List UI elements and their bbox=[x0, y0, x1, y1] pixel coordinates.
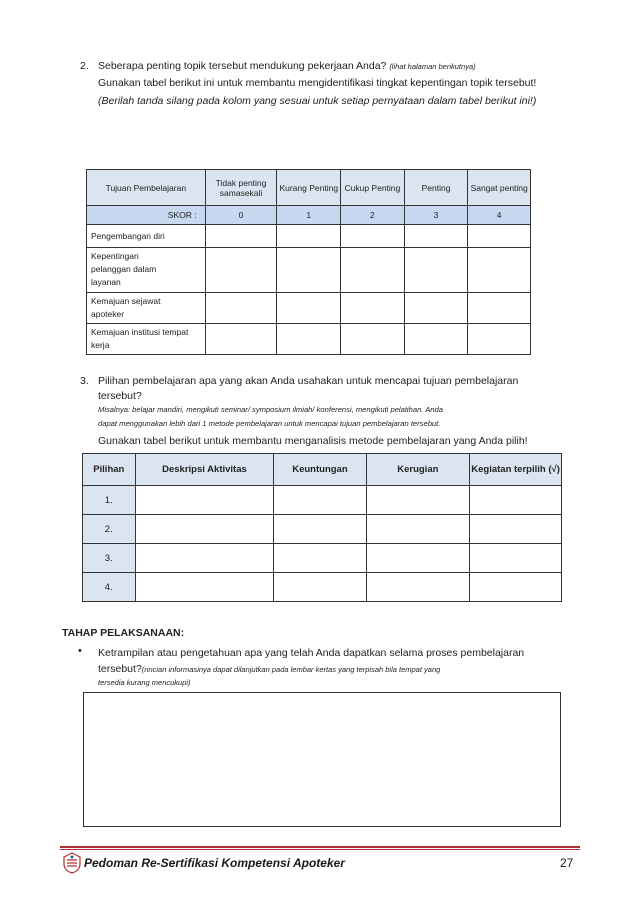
learning-methods-table bbox=[82, 453, 562, 602]
header-pilihan: Pilihan bbox=[83, 454, 136, 486]
row-label bbox=[87, 248, 206, 293]
q3-example2: dapat menggunakan lebih dari 1 metode pembelajaran untuk mencapai tujuan pembelajaran tersebut. bbox=[98, 419, 441, 428]
score-value: 4 bbox=[468, 206, 531, 225]
input-cell[interactable] bbox=[135, 573, 274, 602]
input-cell[interactable] bbox=[366, 544, 470, 573]
score-value: 1 bbox=[277, 206, 341, 225]
input-cell[interactable] bbox=[135, 515, 274, 544]
header-sangat-penting: Sangat penting bbox=[468, 170, 531, 206]
q3-line1: Pilihan pembelajaran apa yang akan Anda usahakan untuk mencapai tujuan pembelajaran bbox=[98, 375, 519, 387]
checkbox-cell[interactable] bbox=[341, 293, 405, 324]
checkbox-cell[interactable] bbox=[341, 248, 405, 293]
q3-line2: tersebut? bbox=[98, 390, 142, 402]
row-number: 2. bbox=[83, 515, 136, 544]
header-kerugian: Kerugian bbox=[366, 454, 470, 486]
row-label bbox=[87, 324, 206, 355]
answer-box[interactable] bbox=[83, 692, 561, 827]
q3-example1: Misalnya: belajar mandiri, mengikuti seminar/ symposium ilmiah/ konferensi, mengikuti pelatihan. Anda bbox=[98, 405, 443, 414]
row-label: Pengembangan diri bbox=[87, 225, 206, 248]
row-label-text: Kemajuan institusi tempat kerja bbox=[91, 327, 189, 350]
tahap-line1: Ketrampilan atau pengetahuan apa yang telah Anda dapatkan selama proses pembelajaran bbox=[98, 647, 525, 659]
tahap-note2: tersedia kurang mencukupi) bbox=[98, 678, 191, 687]
checkbox-cell[interactable] bbox=[205, 293, 277, 324]
checkbox-cell[interactable] bbox=[205, 225, 277, 248]
input-cell[interactable] bbox=[366, 486, 470, 515]
header-keuntungan: Keuntungan bbox=[274, 454, 366, 486]
header-cukup-penting: Cukup Penting bbox=[341, 170, 405, 206]
footer-title: Pedoman Re-Sertifikasi Kompetensi Apoteker bbox=[84, 856, 345, 870]
checkbox-cell[interactable] bbox=[468, 225, 531, 248]
header-kurang-penting: Kurang Penting bbox=[277, 170, 341, 206]
row-number: 1. bbox=[83, 486, 136, 515]
checkbox-cell[interactable] bbox=[404, 225, 468, 248]
checkbox-cell[interactable] bbox=[468, 324, 531, 355]
checkbox-cell[interactable] bbox=[277, 293, 341, 324]
q2-line3: (Berilah tanda silang pada kolom yang sesuai untuk setiap pernyataan dalam tabel berikut ini!) bbox=[98, 95, 537, 107]
input-cell[interactable] bbox=[470, 515, 562, 544]
input-cell[interactable] bbox=[366, 573, 470, 602]
score-label: SKOR : bbox=[87, 206, 206, 225]
input-cell[interactable] bbox=[274, 573, 366, 602]
q2-line1-note: (lihat halaman berikutnya) bbox=[389, 62, 476, 71]
q2-text-line1 bbox=[98, 58, 578, 75]
header-tujuan: Tujuan Pembelajaran bbox=[87, 170, 206, 206]
row-label-text: Kepentingan pelanggan dalam layanan bbox=[91, 251, 157, 287]
bullet-icon: • bbox=[78, 645, 82, 657]
input-cell[interactable] bbox=[274, 486, 366, 515]
checkbox-cell[interactable] bbox=[341, 324, 405, 355]
tahap-line2: tersebut? bbox=[98, 663, 142, 675]
checkbox-cell[interactable] bbox=[205, 248, 277, 293]
header-tidak-penting: Tidak penting samasekali bbox=[205, 170, 277, 206]
logo-icon bbox=[62, 852, 82, 874]
input-cell[interactable] bbox=[366, 515, 470, 544]
learning-goals-table bbox=[86, 169, 531, 355]
q2-line2: Gunakan tabel berikut ini untuk membantu mengidentifikasi tingkat kepentingan topik tersebut! bbox=[98, 77, 537, 89]
q2-line1: Seberapa penting topik tersebut mendukung pekerjaan Anda? bbox=[98, 60, 387, 72]
checkbox-cell[interactable] bbox=[277, 324, 341, 355]
checkbox-cell[interactable] bbox=[341, 225, 405, 248]
footer-divider-thin bbox=[60, 849, 580, 850]
input-cell[interactable] bbox=[135, 544, 274, 573]
checkbox-cell[interactable] bbox=[277, 225, 341, 248]
checkbox-cell[interactable] bbox=[468, 248, 531, 293]
score-value: 0 bbox=[205, 206, 277, 225]
row-number: 3. bbox=[83, 544, 136, 573]
header-kegiatan-terpilih: Kegiatan terpilih (√) bbox=[470, 454, 562, 486]
checkbox-cell[interactable] bbox=[404, 293, 468, 324]
checkbox-cell[interactable] bbox=[404, 248, 468, 293]
row-number: 4. bbox=[83, 573, 136, 602]
checkbox-cell[interactable] bbox=[404, 324, 468, 355]
row-label-text: Kemajuan sejawat apoteker bbox=[91, 296, 161, 319]
footer-divider bbox=[60, 846, 580, 848]
q2-number: 2. bbox=[80, 60, 89, 72]
input-cell[interactable] bbox=[274, 544, 366, 573]
q3-line3: Gunakan tabel berikut untuk membantu menganalisis metode pembelajaran yang Anda pilih! bbox=[98, 435, 528, 447]
tahap-note1: (rincian informasinya dapat dilanjutkan pada lembar kertas yang terpisah bila tempat yang bbox=[141, 665, 441, 674]
section-heading: TAHAP PELAKSANAAN: bbox=[62, 627, 185, 639]
page-number: 27 bbox=[560, 856, 574, 870]
checkbox-cell[interactable] bbox=[277, 248, 341, 293]
input-cell[interactable] bbox=[470, 544, 562, 573]
checkbox-cell[interactable] bbox=[205, 324, 277, 355]
header-penting: Penting bbox=[404, 170, 468, 206]
q3-number: 3. bbox=[80, 375, 89, 387]
input-cell[interactable] bbox=[470, 486, 562, 515]
row-label bbox=[87, 293, 206, 324]
score-value: 2 bbox=[341, 206, 405, 225]
input-cell[interactable] bbox=[135, 486, 274, 515]
header-deskripsi: Deskripsi Aktivitas bbox=[135, 454, 274, 486]
tahap-line2-wrap bbox=[98, 661, 578, 678]
checkbox-cell[interactable] bbox=[468, 293, 531, 324]
score-value: 3 bbox=[404, 206, 468, 225]
input-cell[interactable] bbox=[274, 515, 366, 544]
input-cell[interactable] bbox=[470, 573, 562, 602]
